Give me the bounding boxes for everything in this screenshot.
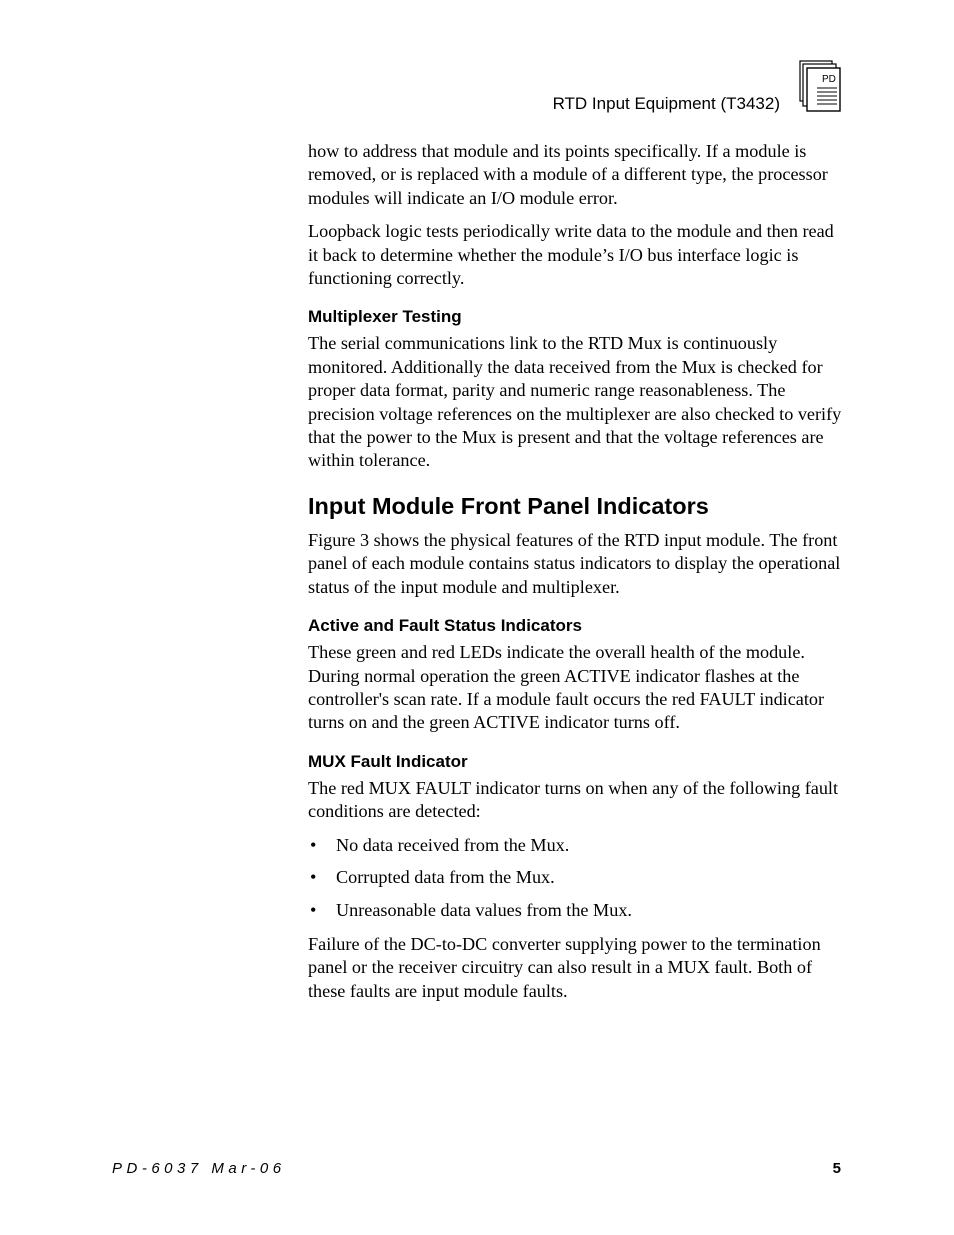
paragraph-multiplexer-testing: The serial communications link to the RTD Mux is continuously monitored. Additionally the data received from the Mux is checked for proper data format, parity and numeric range reasonableness. The precision voltage references on the multiplexer are also checked to verify that the power to the Mux is present and that the voltage references are within tolerance.	[308, 333, 842, 471]
list-item	[308, 866, 848, 889]
paragraph-active-fault: These green and red LEDs indicate the overall health of the module. During normal operation the green ACTIVE indicator flashes at the controller's scan rate. If a module fault occurs the red FAULT indicator turns on and the green ACTIVE indicator turns off.	[308, 642, 825, 733]
paragraph-module-addressing: how to address that module and its points specifically. If a module is removed, or is replaced with a module of a different type, the processor modules will indicate an I/O module error.	[308, 141, 828, 208]
list-item-text: No data received from the Mux.	[336, 834, 570, 855]
paragraph-loopback-logic: Loopback logic tests periodically write data to the module and then read it back to determine whether the module’s I/O bus interface logic is functioning correctly.	[308, 221, 834, 289]
bullet-icon: •	[310, 867, 317, 888]
footer-page-number: 5	[832, 1160, 841, 1177]
footer-document-id: PD-6037 Mar-06	[112, 1160, 286, 1177]
running-header-title: RTD Input Equipment (T3432)	[552, 94, 780, 113]
heading-active-fault-indicators: Active and Fault Status Indicators	[308, 616, 582, 636]
list-item-text: Unreasonable data values from the Mux.	[336, 900, 632, 921]
paragraph-dc-converter-failure: Failure of the DC-to-DC converter supplying power to the termination panel or the receiver circuitry can also result in a MUX fault. Both of these faults are input module faults.	[308, 933, 821, 1001]
heading-mux-fault-indicator: MUX Fault Indicator	[308, 751, 468, 771]
paragraph-mux-fault: The red MUX FAULT indicator turns on when any of the following fault conditions are detected:	[308, 777, 839, 822]
page-content	[308, 140, 848, 1013]
bullet-icon: •	[310, 834, 317, 855]
fault-conditions-list	[308, 834, 848, 923]
list-item	[308, 834, 848, 857]
pd-icon-label: PD	[822, 74, 836, 85]
heading-multiplexer-testing: Multiplexer Testing	[308, 307, 462, 327]
bullet-icon: •	[310, 900, 317, 921]
list-item	[308, 899, 848, 922]
pd-document-icon	[799, 60, 841, 112]
heading-front-panel-indicators: Input Module Front Panel Indicators	[308, 492, 709, 519]
paragraph-front-panel: Figure 3 shows the physical features of the RTD input module. The front panel of each module contains status indicators to display the operational status of the input module and multiplexer.	[308, 529, 841, 597]
list-item-text: Corrupted data from the Mux.	[336, 867, 555, 888]
